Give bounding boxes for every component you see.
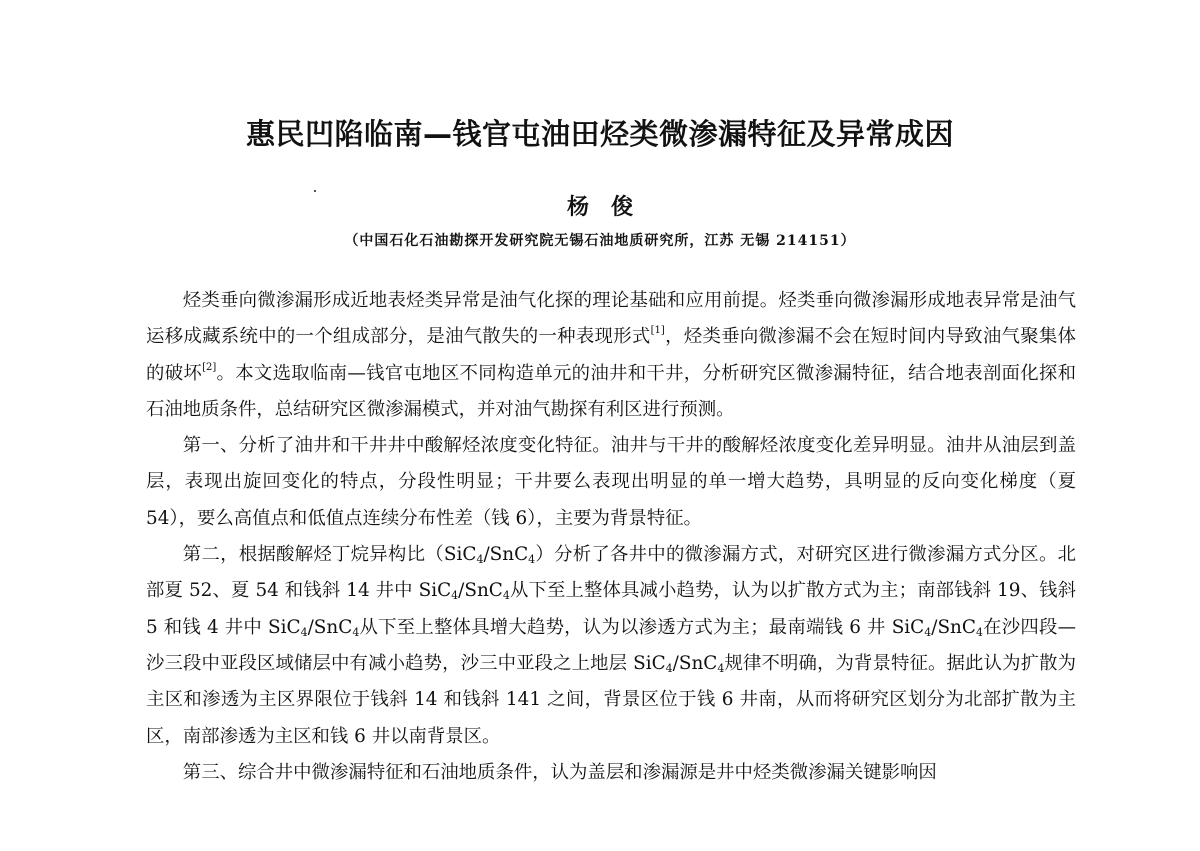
paragraph-third-point: 第三、综合井中微渗漏特征和石油地质条件，认为盖层和渗漏源是井中烃类微渗漏关键影响因 [182, 761, 937, 783]
subscript: 4 [665, 661, 673, 675]
paragraph-text: 第二，根据酸解烃丁烷异构比（SiC [182, 544, 477, 566]
paragraph-text: ）分析了各井中的微渗漏方式，对研究区进行微渗漏方式分区。北部夏 52、夏 54 和钱斜 14 井中 SiC [146, 544, 1076, 602]
paragraph-text: 规律不明确，为背景特征。据此认为扩散为主区和渗透为主区界限位于钱斜 14 和钱斜 141 之间，背景区位于钱 6 井南，从而将研究区划分为北部扩散为主区，南部渗透为主区和钱 6 井以南背景区。 [146, 652, 1076, 747]
paragraph-text: /SnC [672, 652, 718, 674]
author-affiliation: （中国石化石油勘探开发研究院无锡石油地质研究所，江苏 无锡 214151） [344, 233, 856, 249]
paragraph-text: /SnC [931, 616, 976, 638]
subscript: 4 [717, 661, 725, 675]
subscript: 4 [924, 625, 932, 639]
subscript: 4 [528, 553, 536, 567]
author-name: 杨俊 [566, 194, 655, 220]
paper-title: 惠民凹陷临南—钱官屯油田烃类微渗漏特征及异常成因 [245, 117, 954, 151]
citation-ref: [1] [650, 325, 665, 337]
subscript: 4 [451, 589, 459, 603]
paragraph-text: /SnC [307, 616, 353, 638]
paragraph-text: 。本文选取临南—钱官屯地区不同构造单元的油井和干井，分析研究区微渗漏特征，结合地表剖面化探和石油地质条件，总结研究区微渗漏模式，并对油气勘探有利区进行预测。 [146, 362, 1076, 420]
paragraph-text: /SnC [458, 580, 503, 602]
paragraph-text: ，烃类垂向微渗漏不会在短时间内导致油气聚集体的破坏 [146, 326, 1076, 384]
subscript: 4 [300, 625, 308, 639]
paragraph-intro [146, 283, 1076, 428]
paragraph-text: /SnC [483, 544, 529, 566]
paragraph-text: 从下至上整体具增大趋势，认为以渗透方式为主；最南端钱 6 井 SiC [359, 616, 925, 638]
abstract-body [146, 283, 1076, 791]
subscript: 4 [975, 625, 983, 639]
subscript: 4 [476, 553, 484, 567]
subscript: 4 [352, 625, 360, 639]
paragraph-first-point: 第一、分析了油井和干井井中酸解烃浓度变化特征。油井与干井的酸解烃浓度变化差异明显。油井从油层到盖层，表现出旋回变化的特点，分段性明显；干井要么表现出明显的单一增大趋势，具明显的反向变化梯度（夏 54），要么高值点和低值点连续分布性差（钱 6），主要为背景特征。 [146, 435, 1076, 529]
citation-ref: [2] [202, 361, 217, 373]
paragraph-text: 从下至上整体具减小趋势，认为以扩散方式为主；南部钱斜 19、钱斜 5 和钱 4 井中 SiC [146, 580, 1076, 638]
subscript: 4 [502, 589, 510, 603]
paragraph-text: 烃类垂向微渗漏形成近地表烃类异常是油气化探的理论基础和应用前提。烃类垂向微渗漏形成地表异常是油气运移成藏系统中的一个组成部分，是油气散失的一种表现形式 [146, 290, 1076, 348]
paragraph-text: 在沙四段—沙三段中亚段区域储层中有减小趋势，沙三中亚段之上地层 SiC [146, 616, 1076, 674]
paragraph-second-point [146, 537, 1076, 755]
